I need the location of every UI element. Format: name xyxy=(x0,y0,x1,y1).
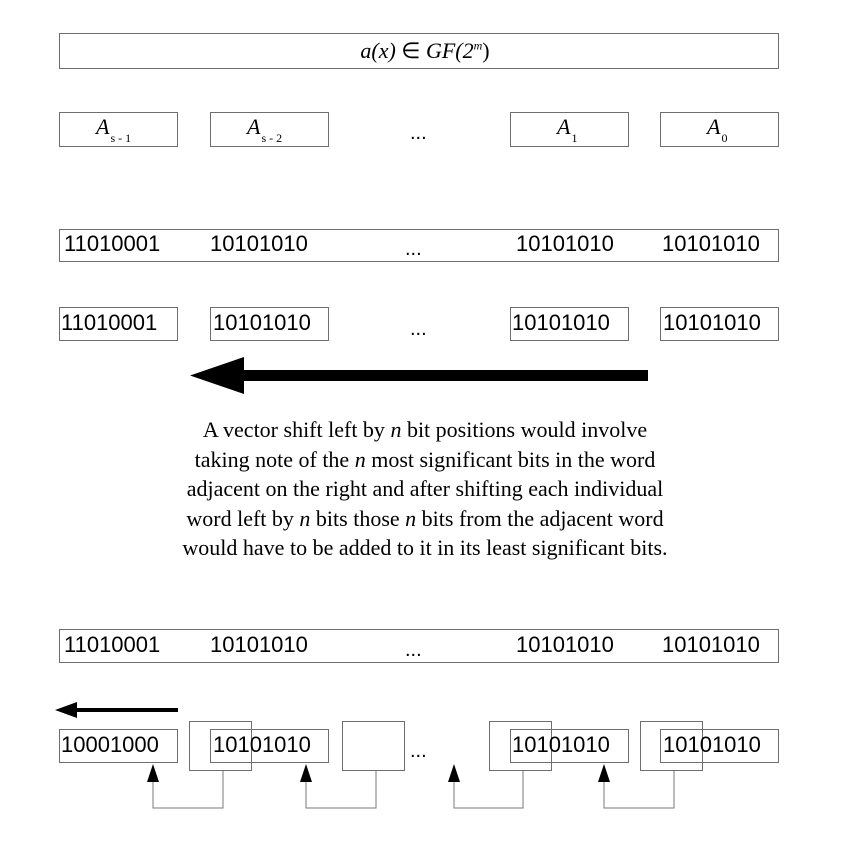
caption-line-2: taking note of the n most significant bits in the word xyxy=(194,446,656,472)
boxed-ellipsis: ... xyxy=(410,318,427,340)
carry-arrow-head xyxy=(300,764,312,782)
caption-line-3: adjacent on the right and after shifting each individual xyxy=(186,476,664,501)
title-close: ) xyxy=(482,38,490,63)
word-letter: A xyxy=(707,114,721,139)
binary-word: 10101010 xyxy=(516,231,614,256)
boxed-word: 10101010 xyxy=(213,310,311,335)
word-letter: A xyxy=(247,114,261,139)
small-shift-arrow-shaft xyxy=(72,708,178,712)
title-field: GF(2 xyxy=(425,38,474,63)
binary-word: 11010001 xyxy=(64,231,161,256)
title-op: ∈ xyxy=(395,38,426,63)
bottom-word: 10101010 xyxy=(662,632,760,657)
bottom-word: 10101010 xyxy=(516,632,614,657)
word-subscript: 0 xyxy=(721,131,728,145)
word-subscript: s - 2 xyxy=(261,131,283,145)
word-letter: A xyxy=(557,114,571,139)
shifted-word: 10101010 xyxy=(213,732,311,757)
caption-line-1: A vector shift left by n bit positions would involve xyxy=(202,417,648,442)
title-exp: m xyxy=(473,38,483,53)
binary-word: 10101010 xyxy=(662,231,760,256)
boxed-word: 11010001 xyxy=(61,310,158,335)
big-shift-arrow-head xyxy=(190,357,244,394)
boxed-word: 10101010 xyxy=(512,310,610,335)
caption-line-5: would have to be added to it in its least significant bits. xyxy=(182,535,668,560)
carry-connector xyxy=(153,771,223,808)
word-ellipsis: ... xyxy=(410,122,427,144)
carry-arrow-head xyxy=(598,764,610,782)
boxed-word: 10101010 xyxy=(663,310,761,335)
carry-connector xyxy=(454,771,523,808)
shifted-ellipsis: ... xyxy=(410,740,427,762)
word-subscript: 1 xyxy=(571,131,578,145)
binary-ellipsis: ... xyxy=(405,238,422,260)
carry-connector xyxy=(604,771,674,808)
bottom-word: 11010001 xyxy=(64,632,161,657)
caption-line-4: word left by n bits those n bits from the adjacent word xyxy=(186,505,664,531)
binary-word: 10101010 xyxy=(210,231,308,256)
small-shift-arrow-head xyxy=(55,702,77,718)
carry-arrow-head xyxy=(147,764,159,782)
word-letter: A xyxy=(96,114,110,139)
word-subscript: s - 1 xyxy=(110,131,132,145)
carry-connector xyxy=(306,771,376,808)
bottom-word: 10101010 xyxy=(210,632,308,657)
carry-arrow-head xyxy=(448,764,460,782)
shifted-word: 10101010 xyxy=(663,732,761,757)
bottom-ellipsis: ... xyxy=(405,639,422,661)
shifted-word: 10001000 xyxy=(61,732,159,757)
shifted-word: 10101010 xyxy=(512,732,610,757)
big-shift-arrow-shaft xyxy=(240,370,648,381)
title-lhs: a(x) xyxy=(360,38,396,63)
